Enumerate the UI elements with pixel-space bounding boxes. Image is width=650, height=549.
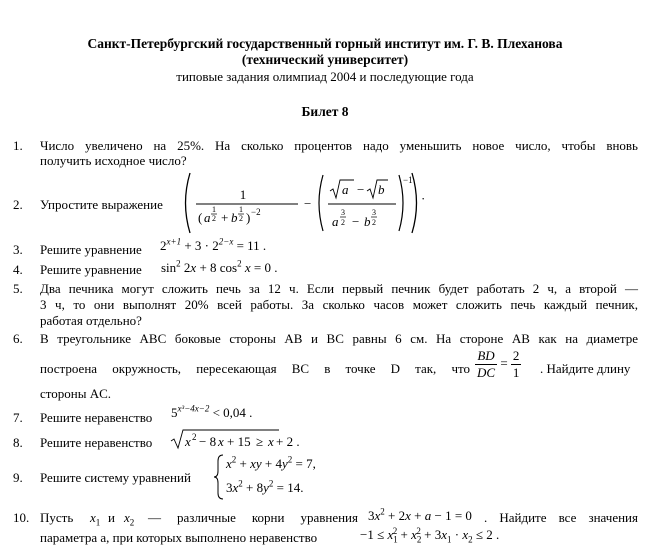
problem-5-line-3: работая отдельно?	[40, 313, 142, 328]
svg-text:≥: ≥	[256, 434, 264, 449]
problem-10-line-2: параметра a, при которых выполнено неравенство	[40, 530, 318, 545]
problem-4-equation: $\sin^2 2x + 8$ $\cos^2 x = 0$ .	[161, 258, 278, 275]
ratio-value-den: 1	[512, 365, 520, 380]
svg-text:b: b	[231, 210, 238, 225]
svg-text:a: a	[204, 210, 211, 225]
svg-text:+ 15: + 15	[227, 434, 251, 449]
problem-10-line-1d: . Найдите все значения	[484, 510, 638, 525]
problem-8-number: 8.	[13, 435, 23, 450]
problem-10-word-let: Пусть	[40, 510, 74, 525]
problem-2-tail: ·	[421, 191, 426, 206]
problem-9-equation-1: $x^2$ + xy + $4y^2 = 7$,	[226, 454, 316, 471]
problem-10-line-1c: — различные корни уравнения	[148, 510, 358, 525]
svg-text:2: 2	[372, 218, 376, 227]
problem-9-text: Решите систему уравнений	[40, 470, 191, 485]
problem-9-equation-2: $3x^2 + 8y^2 = 14$.	[226, 478, 304, 495]
problem-6-number: 6.	[13, 331, 23, 346]
svg-text:2: 2	[212, 214, 216, 223]
svg-text:3: 3	[372, 208, 376, 217]
svg-text:a: a	[332, 214, 339, 229]
svg-text:a: a	[342, 182, 349, 197]
svg-text:3: 3	[341, 208, 345, 217]
svg-text:−: −	[357, 182, 365, 197]
svg-text:−2: −2	[251, 207, 261, 217]
problem-6-ratio: $\frac{BD}{DC}$ = $\frac{2}{1}$	[477, 348, 520, 380]
svg-text:−1: −1	[403, 175, 413, 185]
svg-text:+ 2 .: + 2 .	[276, 434, 300, 449]
ratio-value-num: 2	[512, 348, 520, 363]
problem-10-inequality: $-1 \le x_1^2 + x_2^2 + 3x_1 \cdot x_2 \le 2$ .	[360, 525, 500, 545]
problem-8-text: Решите неравенство	[40, 435, 153, 450]
problem-3-equation: $2^{x+1} + 3 \cdot 2^{2-x} = 11$ .	[160, 236, 267, 253]
svg-text:− 8: − 8	[199, 434, 217, 449]
problem-7-inequality: $5^{x^3-4x-2} < 0,04$ .	[171, 403, 253, 420]
svg-text:1: 1	[239, 205, 243, 214]
svg-text:2: 2	[239, 214, 243, 223]
problem-6-line-3: стороны AC.	[40, 386, 112, 401]
problem-4-number: 4.	[13, 262, 23, 277]
problem-9-brace	[212, 453, 226, 501]
university-subtitle: (технический университет)	[241, 52, 409, 67]
svg-text:1: 1	[212, 205, 216, 214]
svg-text:(: (	[198, 210, 203, 225]
problem-2-number: 2.	[13, 197, 23, 212]
svg-text:−: −	[304, 196, 312, 211]
svg-text:b: b	[364, 214, 371, 229]
problem-9-number: 9.	[13, 470, 23, 485]
problem-6-line-1: В треугольнике ABC боковые стороны AB и BC равны 6 см. На стороне AB как на диаметре	[40, 331, 638, 346]
problem-10-root-x1: $x_1$	[90, 510, 101, 528]
problem-1-line-2: получить исходное число?	[40, 153, 187, 168]
ratio-numerator: BD	[475, 348, 497, 365]
svg-text:x: x	[268, 434, 274, 449]
problem-8-inequality	[170, 427, 310, 451]
problem-1-number: 1.	[13, 138, 23, 153]
institute-title: Санкт-Петербургский государственный горный институт им. Г. В. Плеханова	[87, 36, 563, 51]
svg-text:): )	[246, 210, 251, 225]
ratio-denominator: DC	[477, 365, 496, 380]
problem-6-line-2a: построена окружность, пересекающая BC в точке D так, что	[40, 361, 470, 376]
problem-2-expression	[180, 171, 425, 235]
svg-text:1: 1	[239, 187, 247, 202]
problem-7-text: Решите неравенство	[40, 410, 153, 425]
problem-5-line-2: 3 ч, то они выполнят 20% всей работы. За сколько часов может сложить печь каждый печник,	[40, 297, 638, 312]
problem-10-equation: $3x^2 + 2x + a - 1 = 0$	[368, 506, 472, 523]
svg-text:−: −	[352, 214, 360, 229]
problem-6-line-2b: . Найдите длину	[540, 361, 631, 376]
problem-1-line-1: Число увеличено на 25%. На сколько процентов надо уменьшить новое число, чтобы вновь	[40, 138, 638, 153]
svg-text:2: 2	[341, 218, 345, 227]
problem-2-text: Упростите выражение	[40, 197, 163, 212]
problem-3-text: Решите уравнение	[40, 242, 142, 257]
problem-10-root-x2: $x_2$	[124, 510, 135, 528]
problem-7-number: 7.	[13, 410, 23, 425]
olympiad-subtitle: типовые задания олимпиад 2004 и последующие года	[176, 69, 474, 84]
svg-text:+: +	[221, 210, 229, 225]
problem-4-text: Решите уравнение	[40, 262, 142, 277]
svg-text:b: b	[378, 182, 385, 197]
ticket-title: Билет 8	[301, 104, 349, 119]
problem-10-number: 10.	[13, 510, 30, 525]
problem-5-number: 5.	[13, 281, 23, 296]
svg-text:x: x	[218, 434, 224, 449]
svg-text:2: 2	[192, 432, 197, 442]
problem-5-line-1: Два печника могут сложить печь за 12 ч. Если первый печник будет работать 2 ч, а второй —	[40, 281, 638, 296]
svg-text:x: x	[185, 434, 191, 449]
problem-3-number: 3.	[13, 242, 23, 257]
problem-10-word-and: и	[108, 510, 115, 525]
